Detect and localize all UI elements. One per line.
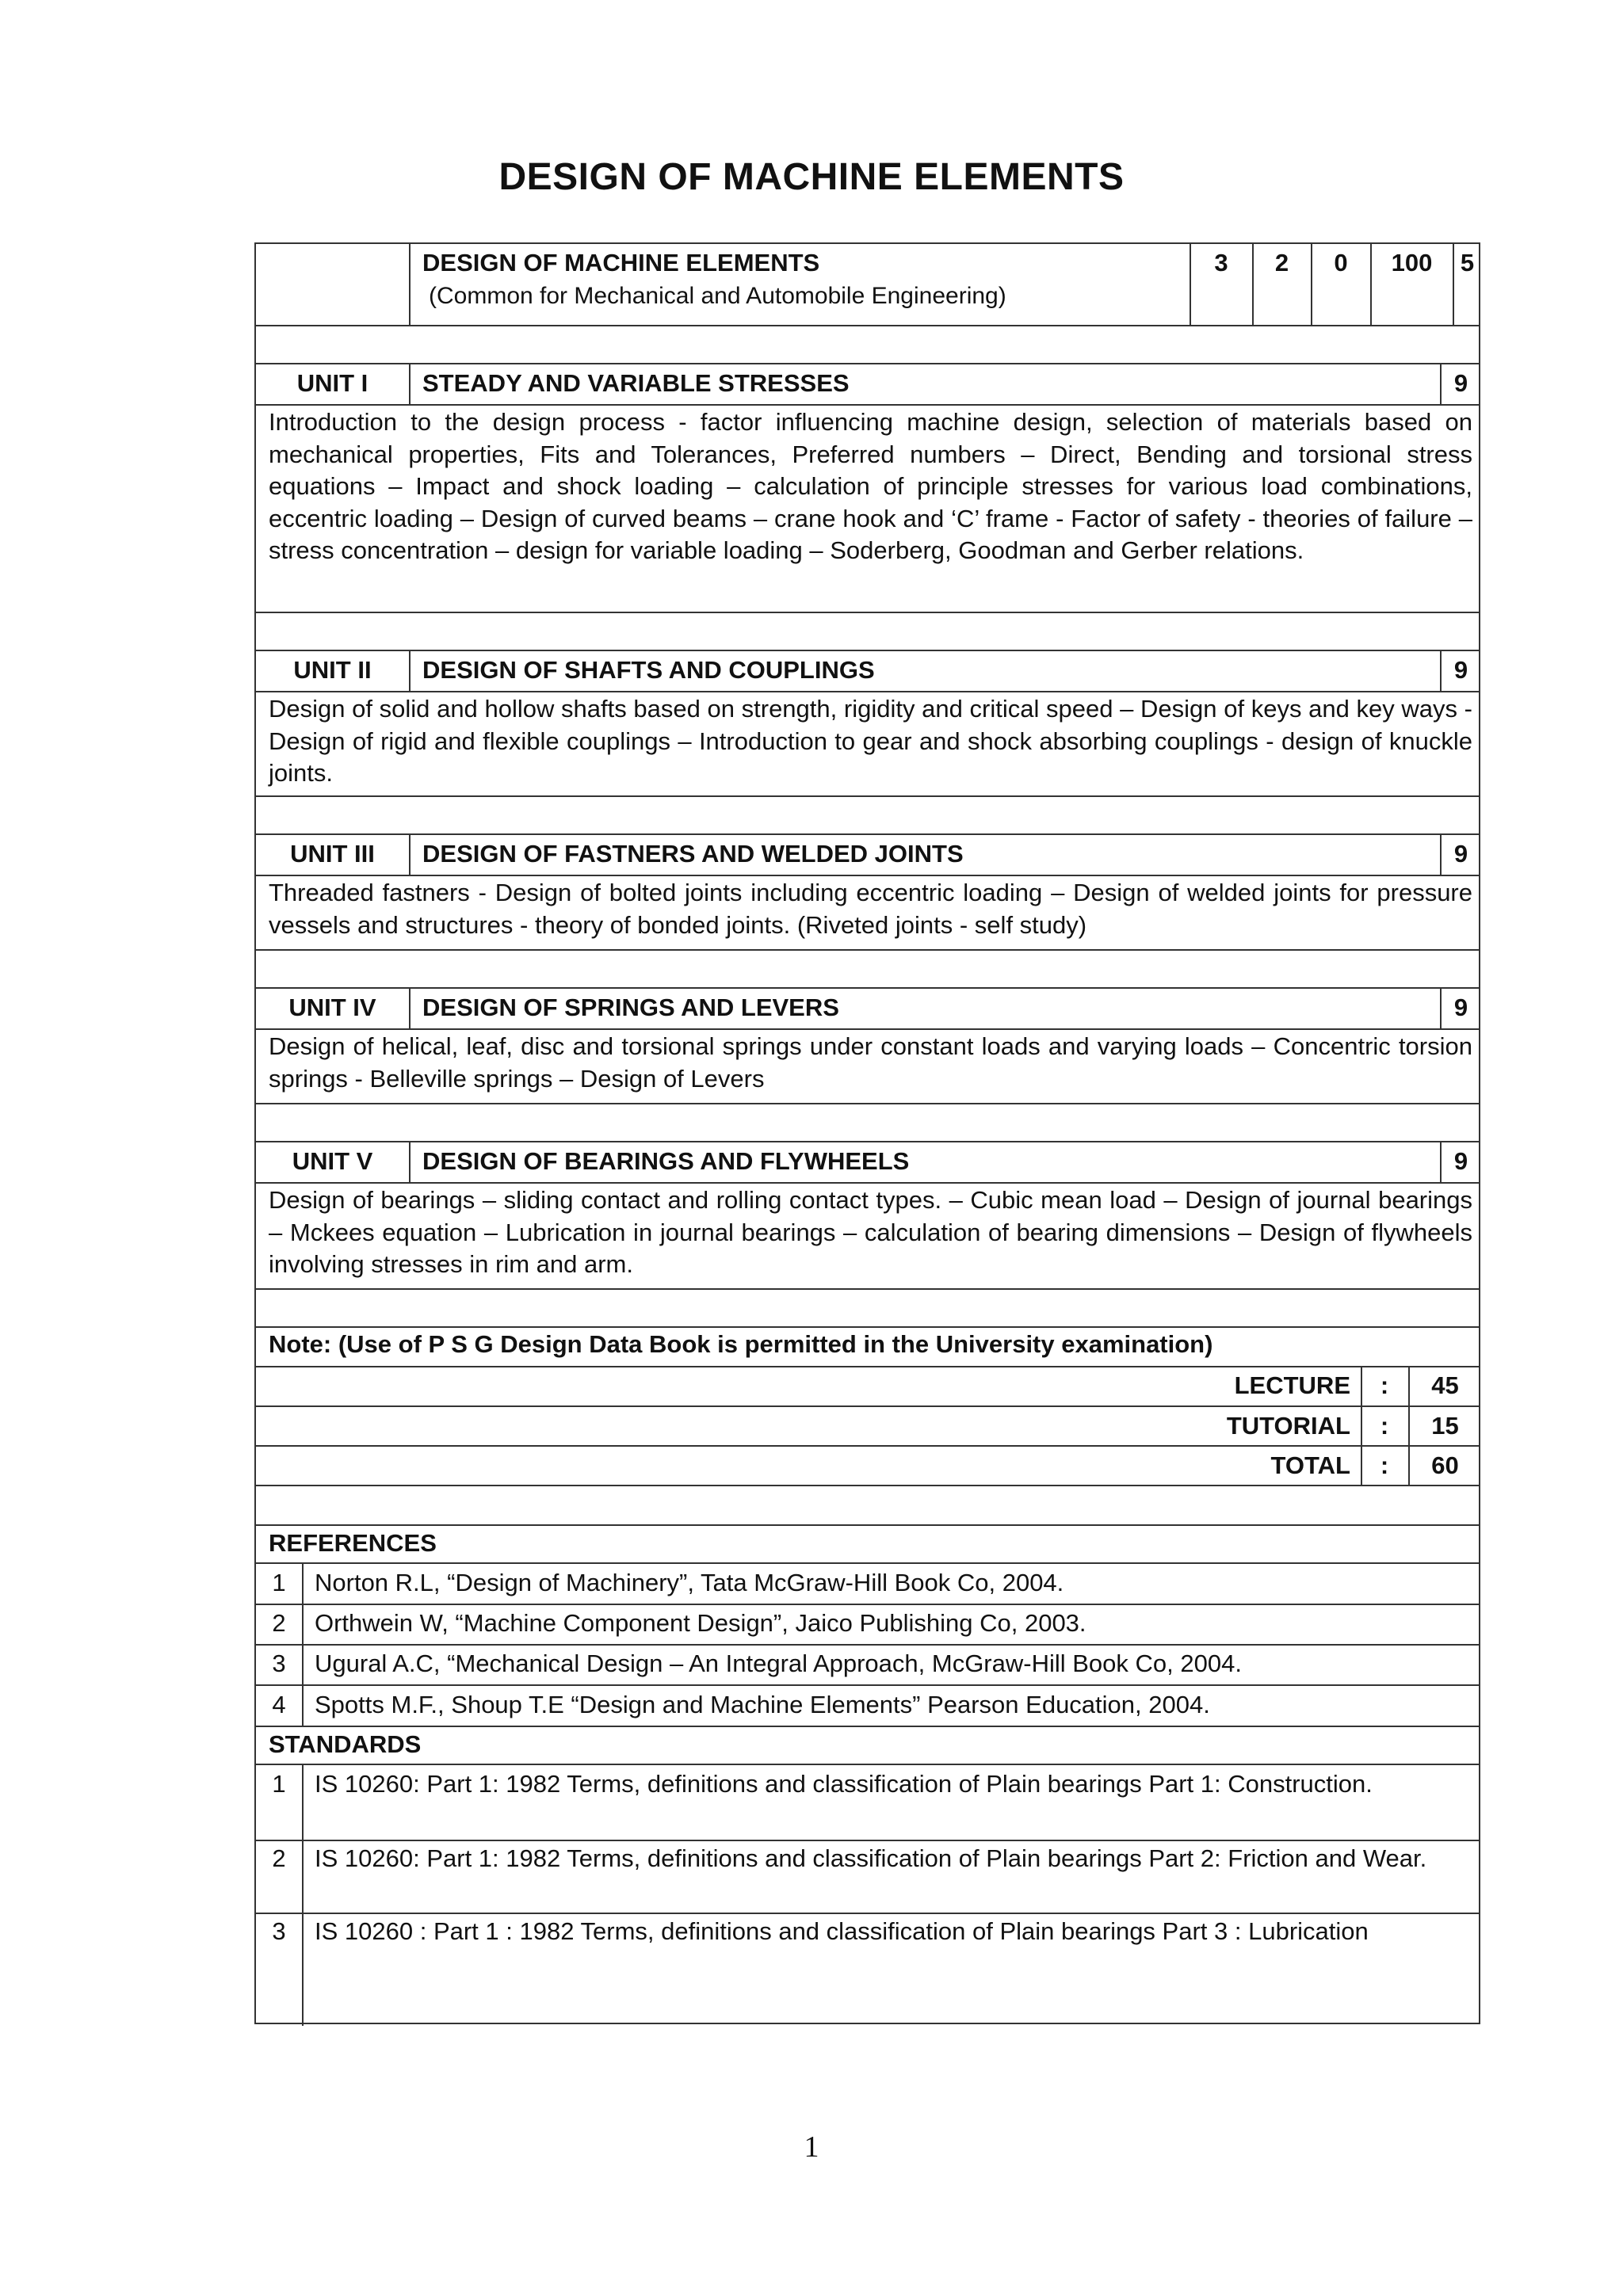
divider	[409, 363, 411, 404]
divider	[256, 363, 1479, 364]
course-subtitle: (Common for Mechanical and Automobile Engineering)	[429, 283, 1006, 309]
divider	[256, 987, 1479, 989]
divider	[256, 1028, 1479, 1030]
hours-label: TOTAL	[1270, 1451, 1350, 1479]
page-number: 1	[804, 2130, 819, 2164]
unit-title: DESIGN OF SPRINGS AND LEVERS	[422, 994, 839, 1021]
divider	[256, 1366, 1479, 1367]
hours-label: TUTORIAL	[1226, 1412, 1350, 1440]
hours-separator: :	[1380, 1371, 1389, 1399]
divider	[256, 325, 1479, 326]
unit-label: UNIT III	[290, 840, 375, 868]
divider	[256, 1562, 1479, 1564]
hours-value: 45	[1431, 1371, 1459, 1399]
standard-number: 2	[272, 1844, 286, 1872]
divider	[256, 795, 1479, 797]
divider	[256, 1604, 1479, 1605]
unit-title: STEADY AND VARIABLE STRESSES	[422, 369, 850, 397]
unit-content: Design of bearings – sliding contact and rolling contact types. – Cubic mean load – Design of journal bearings – Mckees equation – Lubrication in journal bearings – calculation of bearing dimensions – Design of flywheels involving stresses in rim and arm.	[269, 1186, 1472, 1278]
reference-number: 4	[272, 1691, 286, 1718]
divider	[256, 1445, 1479, 1447]
unit-title: DESIGN OF FASTNERS AND WELDED JOINTS	[422, 840, 964, 868]
reference-number: 1	[272, 1569, 286, 1596]
divider	[256, 1182, 1479, 1184]
unit-content: Design of helical, leaf, disc and torsional springs under constant loads and varying loads – Concentric torsion springs - Belleville springs – Design of Levers	[269, 1032, 1472, 1093]
unit-hours: 9	[1453, 994, 1468, 1021]
unit-title: DESIGN OF SHAFTS AND COUPLINGS	[422, 656, 875, 684]
divider	[256, 1644, 1479, 1646]
divider	[256, 1141, 1479, 1142]
unit-hours: 9	[1453, 656, 1468, 684]
hours-label: LECTURE	[1234, 1371, 1350, 1399]
divider	[256, 691, 1479, 692]
divider	[302, 1764, 304, 2026]
reference-text: Spotts M.F., Shoup T.E “Design and Machine Elements” Pearson Education, 2004.	[315, 1691, 1210, 1718]
divider	[409, 833, 411, 875]
divider	[256, 612, 1479, 613]
hours-value: 15	[1431, 1412, 1459, 1440]
divider	[256, 404, 1479, 406]
unit-label: UNIT I	[296, 369, 369, 397]
credit-practical: 0	[1334, 249, 1348, 277]
divider	[256, 875, 1479, 876]
reference-text: Orthwein W, “Machine Component Design”, Jaico Publishing Co, 2003.	[315, 1609, 1086, 1637]
unit-label: UNIT V	[292, 1147, 373, 1175]
standards-heading: STANDARDS	[269, 1730, 422, 1758]
unit-hours: 9	[1453, 369, 1468, 397]
hours-value: 60	[1431, 1451, 1459, 1479]
unit-title: DESIGN OF BEARINGS AND FLYWHEELS	[422, 1147, 910, 1175]
divider	[256, 1764, 1479, 1765]
standard-text: IS 10260: Part 1: 1982 Terms, definitions and classification of Plain bearings Part 2: Friction and Wear.	[315, 1844, 1427, 1872]
divider	[256, 1913, 1479, 1914]
divider	[256, 949, 1479, 951]
divider	[256, 1405, 1479, 1407]
reference-number: 2	[272, 1609, 286, 1637]
divider	[256, 1684, 1479, 1686]
standard-text: IS 10260: Part 1: 1982 Terms, definitions and classification of Plain bearings Part 1: Construction.	[315, 1770, 1373, 1798]
credit-tutorial: 2	[1274, 249, 1289, 277]
divider	[409, 987, 411, 1028]
reference-text: Norton R.L, “Design of Machinery”, Tata McGraw-Hill Book Co, 2004.	[315, 1569, 1064, 1596]
divider	[256, 1840, 1479, 1841]
unit-content: Introduction to the design process - factor influencing machine design, selection of materials based on mechanical properties, Fits and Tolerances, Preferred numbers – Direct, Bending and torsional stress equations – Impact and shock loading – calculation of principle stresses for various load combinations, eccentric loading – Design of curved beams – crane hook and ‘C’ frame - Factor of safety - theories of failure – stress concentration – design for variable loading – Soderberg, Goodman and Gerber relations.	[269, 408, 1472, 564]
unit-content: Design of solid and hollow shafts based on strength, rigidity and critical speed – Design of keys and key ways - Design of rigid and flexible couplings – Introduction to gear and shock absorbing couplings - design of knuckle joints.	[269, 695, 1472, 787]
divider	[256, 833, 1479, 835]
divider	[256, 650, 1479, 651]
references-heading: REFERENCES	[269, 1529, 437, 1557]
unit-label: UNIT IV	[288, 994, 376, 1021]
standard-number: 3	[272, 1917, 286, 1945]
unit-content: Threaded fastners - Design of bolted joints including eccentric loading – Design of welded joints for pressure vessels and structures - theory of bonded joints. (Riveted joints - self study)	[269, 879, 1472, 939]
credit-lecture: 3	[1214, 249, 1228, 277]
reference-number: 3	[272, 1650, 286, 1677]
page-title: DESIGN OF MACHINE ELEMENTS	[498, 156, 1125, 198]
divider	[256, 1485, 1479, 1486]
syllabus-table	[254, 242, 1480, 2024]
unit-hours: 9	[1453, 840, 1468, 868]
hours-separator: :	[1380, 1412, 1389, 1440]
exam-note: Note: (Use of P S G Design Data Book is permitted in the University examination)	[269, 1330, 1213, 1358]
reference-text: Ugural A.C, “Mechanical Design – An Integral Approach, McGraw-Hill Book Co, 2004.	[315, 1650, 1242, 1677]
credit-marks: 100	[1391, 249, 1433, 277]
credit-total: 5	[1460, 249, 1475, 277]
divider	[256, 1726, 1479, 1727]
divider	[256, 1326, 1479, 1328]
divider	[409, 650, 411, 691]
standard-number: 1	[272, 1770, 286, 1798]
unit-hours: 9	[1453, 1147, 1468, 1175]
divider	[256, 1103, 1479, 1104]
divider	[256, 1288, 1479, 1290]
unit-label: UNIT II	[293, 656, 372, 684]
divider	[409, 244, 411, 325]
divider	[256, 1524, 1479, 1526]
hours-separator: :	[1380, 1451, 1389, 1479]
course-name: DESIGN OF MACHINE ELEMENTS	[422, 249, 820, 277]
divider	[409, 1141, 411, 1182]
standard-text: IS 10260 : Part 1 : 1982 Terms, definitions and classification of Plain bearings Part 3 : Lubrication	[315, 1917, 1369, 1945]
